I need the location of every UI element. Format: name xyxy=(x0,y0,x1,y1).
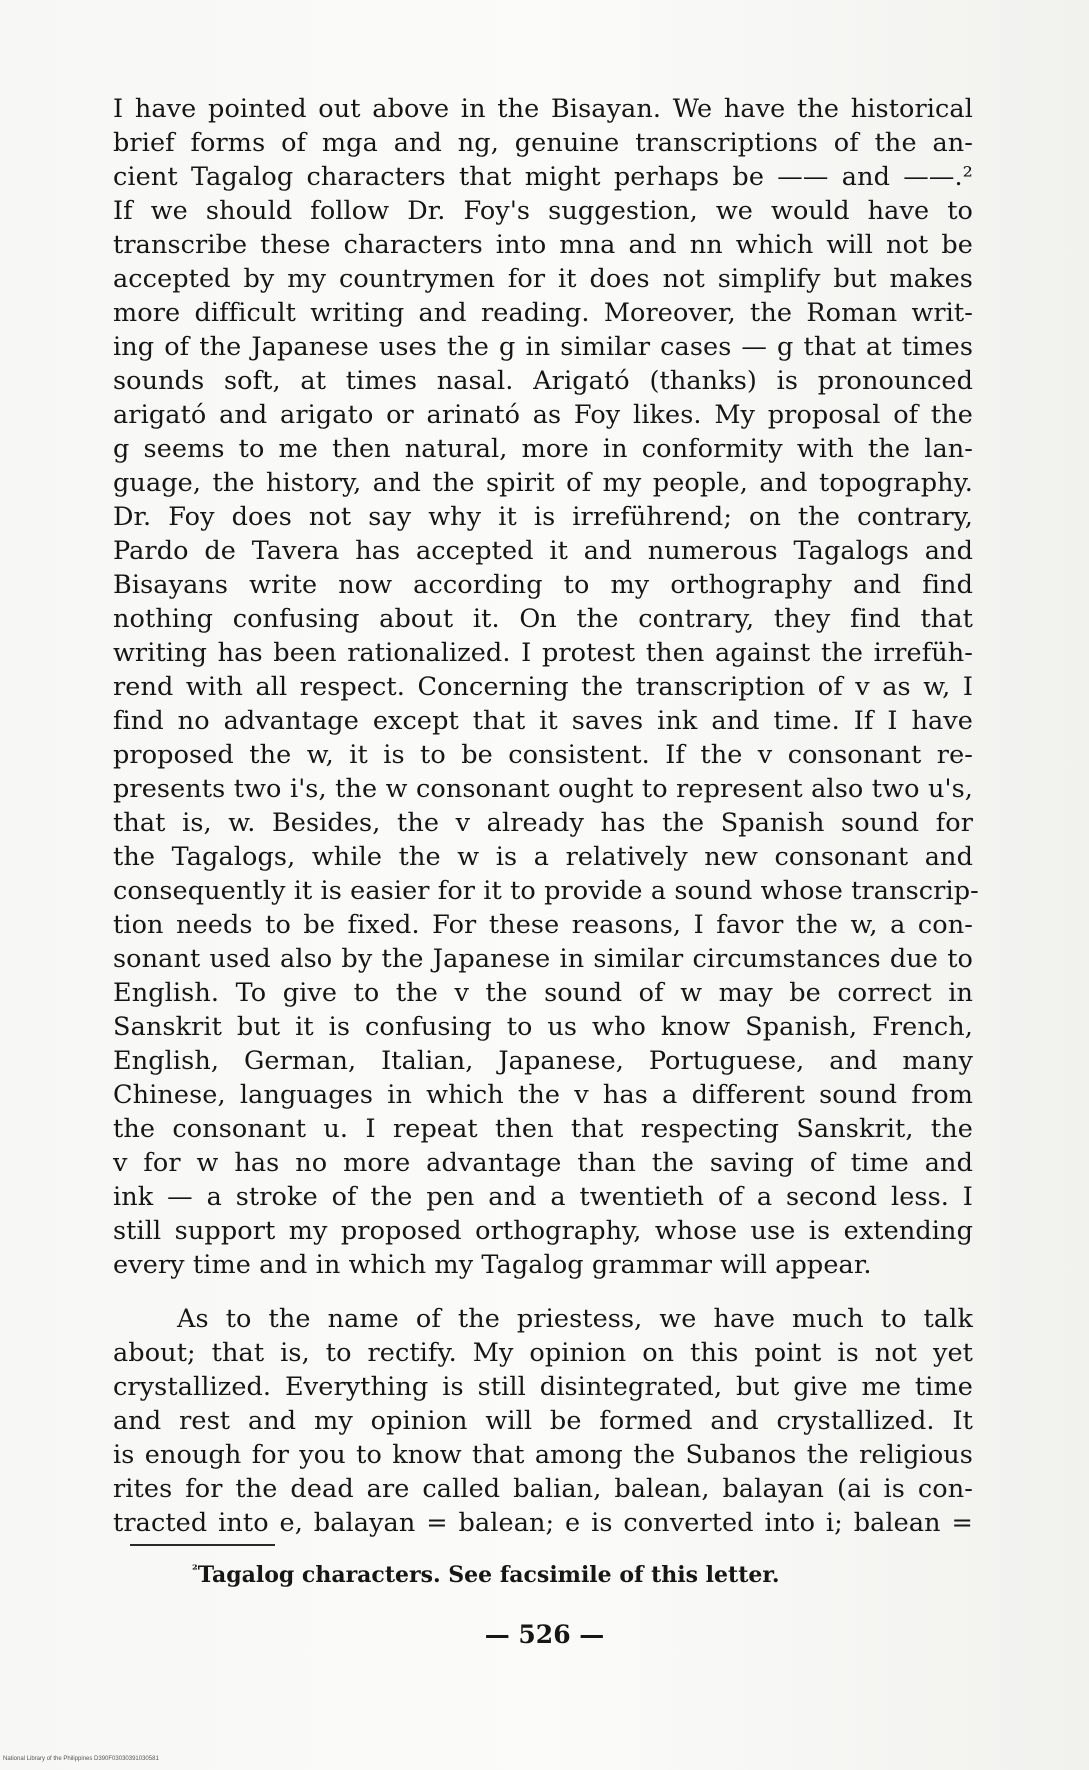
text-line: transcribe these characters into mna and nn which will not be xyxy=(113,230,973,260)
text-line: English. To give to the v the sound of w may be correct in xyxy=(113,978,973,1008)
page-number: — 526 — xyxy=(484,1620,605,1649)
text-line: nothing confusing about it. On the contrary, they find that xyxy=(113,604,973,634)
text-line: sonant used also by the Japanese in similar circumstances due to xyxy=(113,944,973,974)
text-line: rend with all respect. Concerning the transcription of v as w, I xyxy=(113,672,973,702)
text-line: presents two i's, the w consonant ought to represent also two u's, xyxy=(113,774,973,804)
text-line: As to the name of the priestess, we have much to talk xyxy=(177,1304,973,1334)
text-line: crystallized. Everything is still disintegrated, but give me time xyxy=(113,1372,973,1402)
footnote-divider xyxy=(130,1544,275,1546)
library-stamp: National Library of the Philippines D390F03030391030581 xyxy=(3,1756,159,1762)
paragraph-2 xyxy=(113,1302,973,1540)
text-line: ing of the Japanese uses the g in similar cases — g that at times xyxy=(113,332,973,362)
text-line: the consonant u. I repeat then that respecting Sanskrit, the xyxy=(113,1114,973,1144)
text-line: v for w has no more advantage than the saving of time and xyxy=(113,1148,973,1178)
text-line: find no advantage except that it saves ink and time. If I have xyxy=(113,706,973,736)
text-line: and rest and my opinion will be formed and crystallized. It xyxy=(113,1406,973,1436)
text-line: g seems to me then natural, more in conformity with the lan- xyxy=(113,434,973,464)
text-line: is enough for you to know that among the Subanos the religious xyxy=(113,1440,973,1470)
paragraph-1 xyxy=(113,92,979,1282)
text-line: English, German, Italian, Japanese, Portuguese, and many xyxy=(113,1046,973,1076)
text-line: brief forms of mga and ng, genuine transcriptions of the an- xyxy=(113,128,973,158)
text-line: Sanskrit but it is confusing to us who know Spanish, French, xyxy=(113,1012,973,1042)
text-line: proposed the w, it is to be consistent. If the v consonant re- xyxy=(113,740,973,770)
text-line: Chinese, languages in which the v has a different sound from xyxy=(113,1080,973,1110)
text-line: accepted by my countrymen for it does not simplify but makes xyxy=(113,264,973,294)
text-line: tion needs to be fixed. For these reasons, I favor the w, a con- xyxy=(113,910,973,940)
text-line: ink — a stroke of the pen and a twentieth of a second less. I xyxy=(113,1182,973,1212)
footnote-marker: ² xyxy=(192,1563,198,1578)
text-line: tracted into e, balayan = balean; e is converted into i; balean = xyxy=(113,1508,973,1538)
text-line: more difficult writing and reading. Moreover, the Roman writ- xyxy=(113,298,973,328)
text-line: the Tagalogs, while the w is a relatively new consonant and xyxy=(113,842,973,872)
text-line: sounds soft, at times nasal. Arigató (thanks) is pronounced xyxy=(113,366,973,396)
text-line: Pardo de Tavera has accepted it and numerous Tagalogs and xyxy=(113,536,973,566)
text-line: consequently it is easier for it to provide a sound whose transcrip- xyxy=(113,876,979,906)
text-line: about; that is, to rectify. My opinion on this point is not yet xyxy=(113,1338,973,1368)
text-line: Bisayans write now according to my orthography and find xyxy=(113,570,973,600)
text-line: arigató and arigato or arinató as Foy likes. My proposal of the xyxy=(113,400,973,430)
text-line: every time and in which my Tagalog grammar will appear. xyxy=(113,1250,872,1280)
text-line: If we should follow Dr. Foy's suggestion, we would have to xyxy=(113,196,973,226)
text-line: that is, w. Besides, the v already has the Spanish sound for xyxy=(113,808,973,838)
text-line: writing has been rationalized. I protest then against the irrefüh- xyxy=(113,638,973,668)
text-line: still support my proposed orthography, whose use is extending xyxy=(113,1216,973,1246)
text-line: guage, the history, and the spirit of my people, and topography. xyxy=(113,468,973,498)
text-line: Dr. Foy does not say why it is irreführend; on the contrary, xyxy=(113,502,973,532)
footnote xyxy=(192,1556,780,1590)
text-line: cient Tagalog characters that might perhaps be —— and ——.² xyxy=(113,162,973,192)
text-line: rites for the dead are called balian, balean, balayan (ai is con- xyxy=(113,1474,973,1504)
footnote-text: Tagalog characters. See facsimile of this letter. xyxy=(197,1562,780,1588)
body-text xyxy=(113,92,979,1540)
text-line: I have pointed out above in the Bisayan. We have the historical xyxy=(113,94,973,124)
